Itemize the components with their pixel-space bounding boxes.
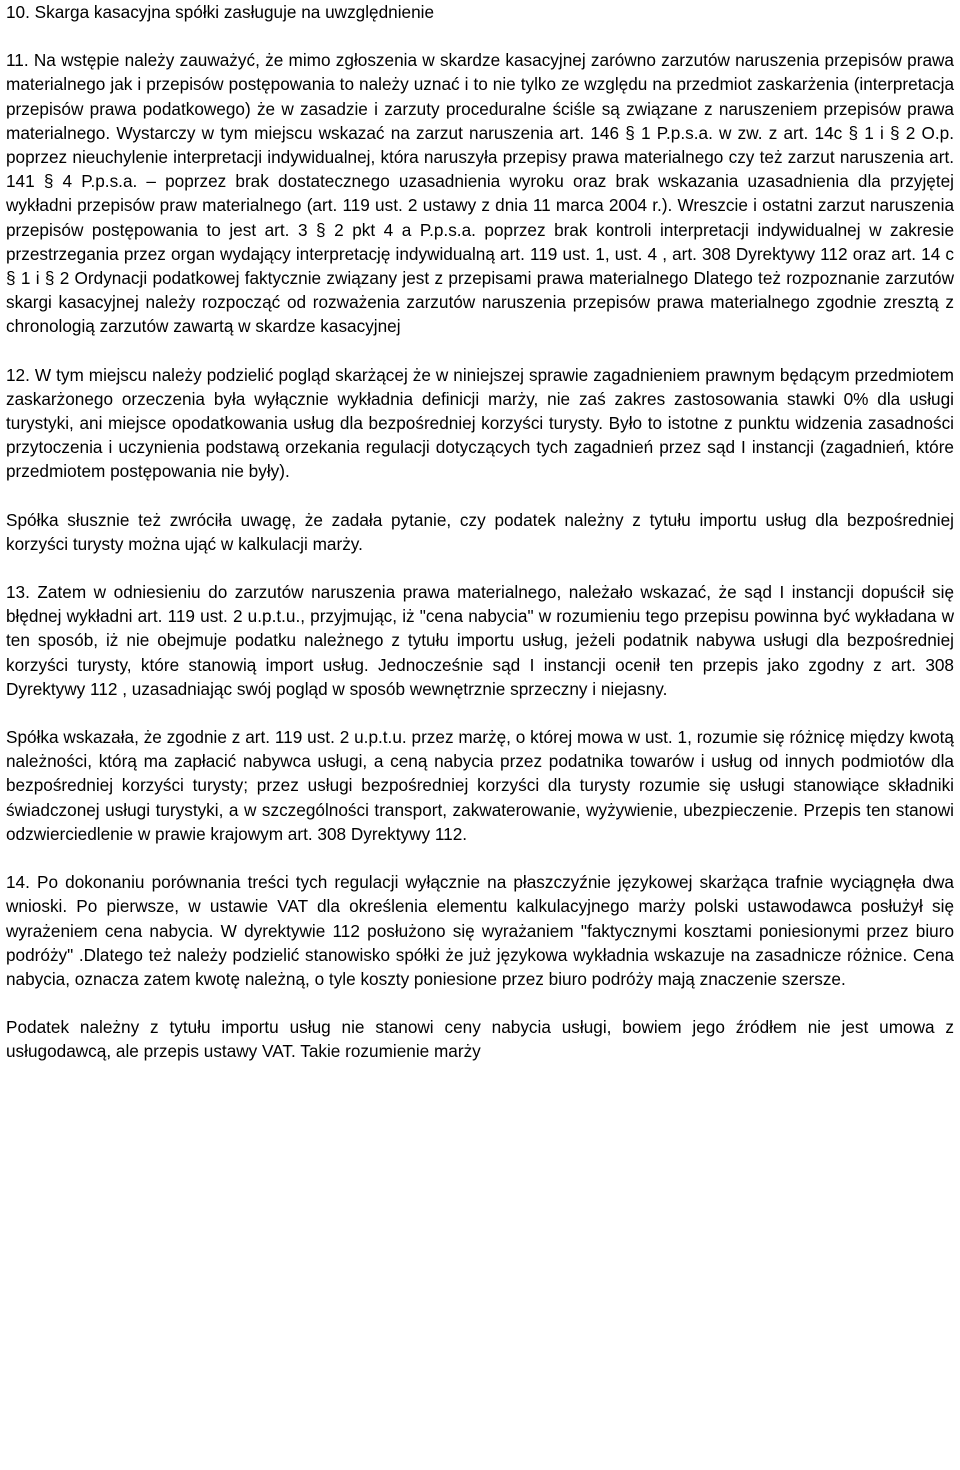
paragraph-spacer <box>6 556 954 580</box>
paragraph-11: 11. Na wstępie należy zauważyć, że mimo zgłoszenia w skardze kasacyjnej zarówno zarzutów naruszenia przepisów prawa materialnego jak i przepisów postępowania to należy uznać i to nie tylko ze względu na przedmiot zaskarżenia (interpretacja przepisów prawa podatkowego) że w zasadzie i zarzuty proceduralne ściśle są związane z naruszeniem przepisów prawa materialnego. Wystarczy w tym miejscu wskazać na zarzut naruszenia art. 146 § 1 P.p.s.a. w zw. z art. 14c § 1 i § 2 O.p. poprzez nieuchylenie interpretacji indywidualnej, która naruszyła przepisy prawa materialnego czy też zarzut naruszenia art. 141 § 4 P.p.s.a. – poprzez brak dostatecznego uzasadnienia wyroku oraz brak wskazania uzasadnienia dla przyjętej wykładni przepisów praw materialnego (art. 119 ust. 2 ustawy z dnia 11 marca 2004 r.). Wreszcie i ostatni zarzut naruszenia przepisów postępowania to jest art. 3 § 2 pkt 4 a P.p.s.a. poprzez brak kontroli interpretacji indywidualnej w zakresie przestrzegania przez organ wydający interpretację indywidualną art. 119 ust. 1, ust. 4 , art. 308 Dyrektywy 112 oraz art. 14 c § 1 i § 2 Ordynacji podatkowej faktycznie związany jest z przepisami prawa materialnego Dlatego też rozpoznanie zarzutów skargi kasacyjnej należy rozpocząć od rozważenia zarzutów naruszenia przepisów prawa materialnego zgodnie zresztą z chronologią zarzutów zawartą w skardze kasacyjnej <box>6 50 954 337</box>
paragraph-spacer <box>6 484 954 508</box>
paragraph-spacer <box>6 991 954 1015</box>
paragraph-company-indication: Spółka wskazała, że zgodnie z art. 119 ust. 2 u.p.t.u. przez marżę, o której mowa w ust. 1, rozumie się różnicę między kwotą należności, którą ma zapłacić nabywca usługi, a ceną nabycia przez podatnika towarów i usług od innych podmiotów dla bezpośredniej korzyści turysty; przez usługi bezpośredniej korzyści dla turysty rozumie się usługi stanowiące składniki świadczonej usługi turystyki, a w szczególności transport, zakwaterowanie, wyżywienie, ubezpieczenie. Przepis ten stanowi odzwierciedlenie w prawie krajowym art. 308 Dyrektywy 112. <box>6 727 954 844</box>
paragraph-14: 14. Po dokonaniu porównania treści tych regulacji wyłącznie na płaszczyźnie językowej skarżąca trafnie wyciągnęła dwa wnioski. Po pierwsze, w ustawie VAT dla określenia elementu kalkulacyjnego marży polski ustawodawca posłużył się wyrażeniem cena nabycia. W dyrektywie 112 posłużono się wyrażaniem "faktycznymi kosztami poniesionymi przez biuro podróży" .Dlatego też należy podzielić stanowisko spółki że już językowa wykładnia wskazuje na zasadnicze różnice. Cena nabycia, oznacza zatem kwotę należną, o tyle koszty poniesione przez biuro podróży mają znaczenie szersze. <box>6 872 954 989</box>
paragraph-13: 13. Zatem w odniesieniu do zarzutów naruszenia prawa materialnego, należało wskazać, że sąd I instancji dopuścił się błędnej wykładni art. 119 ust. 2 u.p.t.u., przyjmując, iż "cena nabycia" w rozumieniu tego przepisu powinna być wykładana w ten sposób, iż nie obejmuje podatku należnego z tytułu importu usług, jeżeli podatnik nabywa usługi dla bezpośredniej korzyści turysty, które stanowią import usług. Jednocześnie sąd I instancji ocenił ten przepis jako zgodny z art. 308 Dyrektywy 112 , uzasadniając swój pogląd w sposób wewnętrznie sprzeczny i niejasny. <box>6 582 954 699</box>
paragraph-import-tax: Podatek należny z tytułu importu usług nie stanowi ceny nabycia usługi, bowiem jego źródłem nie jest umowa z usługodawcą, ale przepis ustawy VAT. Takie rozumienie marży <box>6 1017 954 1062</box>
paragraph-spacer <box>6 24 954 48</box>
paragraph-12: 12. W tym miejscu należy podzielić pogląd skarżącej że w niniejszej sprawie zagadnieniem prawnym będącym przedmiotem zaskarżonego orzeczenia była wyłącznie wykładnia definicji marży, nie zaś zakres zastosowania stawki 0% dla usługi turystyki, ani miejsce opodatkowania usług dla bezpośredniej korzyści turysty. Było to istotne z punktu widzenia zasadności przytoczenia i uczynienia podstawą orzekania regulacji dotyczących tych zagadnień przez sąd I instancji (zagadnień, które przedmiotem postępowania nie były). <box>6 364 954 482</box>
paragraph-spacer <box>6 846 954 870</box>
paragraph-spacer <box>6 701 954 725</box>
section-heading: 10. Skarga kasacyjna spółki zasługuje na uwzględnienie <box>6 2 435 22</box>
paragraph-company-remark: Spółka słusznie też zwróciła uwagę, że zadała pytanie, czy podatek należny z tytułu importu usług dla bezpośredniej korzyści turysty można ująć w kalkulacji marży. <box>6 509 954 554</box>
document-body <box>6 0 954 1064</box>
paragraph-spacer <box>6 339 954 363</box>
